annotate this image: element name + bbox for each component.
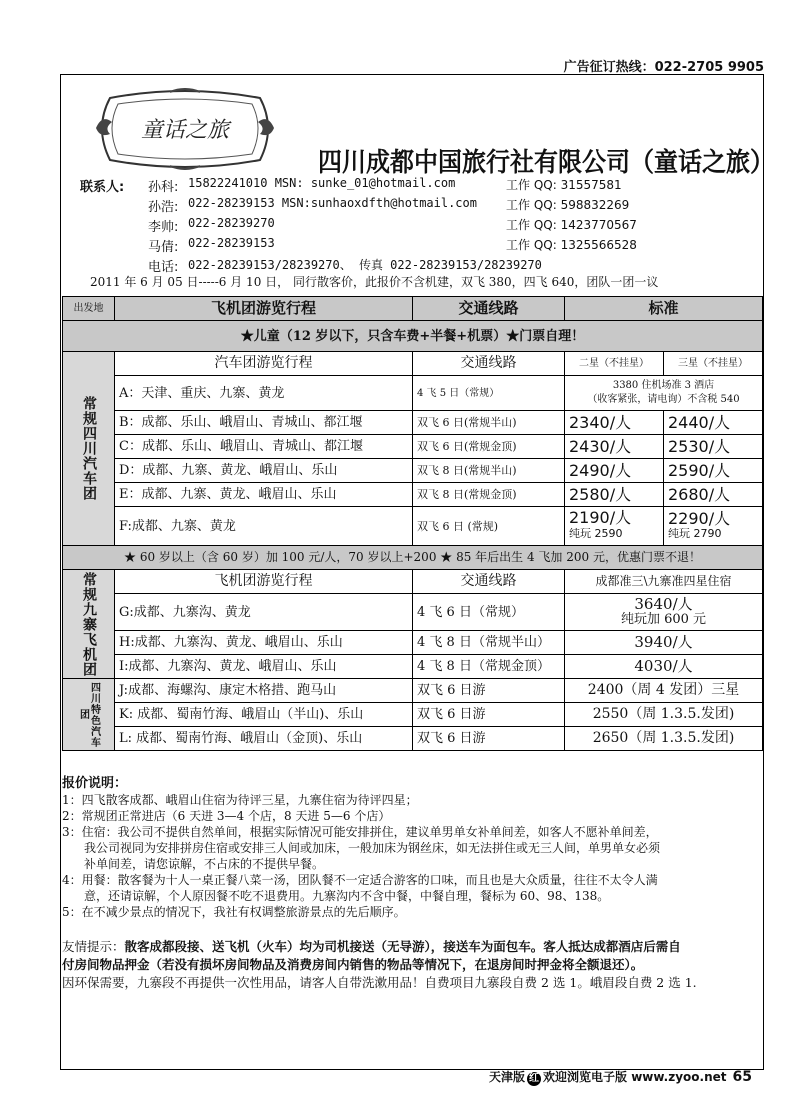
- transport-cell: 双飞 6 日游: [413, 727, 565, 751]
- section-side-jiuzhai: [63, 570, 115, 679]
- note-item: 1：四飞散客成都、峨眉山住宿为待评三星，九寨住宿为待评四星；: [62, 793, 418, 807]
- price-line: 纯玩 2590: [569, 527, 623, 540]
- section-special-label: 四川特色汽车团: [77, 681, 100, 748]
- contact-qq: 工作 QQ: 598832269: [506, 198, 630, 212]
- price-line: 2190/人: [569, 508, 632, 527]
- route-cell: D：成都、九寨、黄龙、峨眉山、乐山: [115, 459, 413, 483]
- transport-cell: 双飞 6 日 (常规): [413, 507, 565, 546]
- contact-info: 022-28239153 MSN:sunhaoxdfth@hotmail.com: [188, 196, 477, 210]
- tip-line: [62, 956, 762, 974]
- transport-cell: 双飞 8 日(常规金顶): [413, 483, 565, 507]
- logo-text: 童话之旅: [140, 118, 230, 143]
- transport-cell: 4 飞 5 日（常规）: [413, 376, 565, 411]
- contact-name: 李帅:: [148, 220, 179, 235]
- header-transport: 交通线路: [413, 297, 565, 321]
- price-cell: 2340/人: [565, 411, 664, 435]
- tip-line: [62, 938, 762, 956]
- header-route: 飞机团游览行程: [115, 297, 413, 321]
- contact-name: 孙科:: [148, 180, 179, 195]
- tip-line: 因环保需要，九寨段不再提供一次性用品，请客人自带洗漱用品！自费项目九寨段自费 2 选 1。峨眉段自费 2 选 1.: [62, 975, 697, 990]
- contact-name: 孙浩:: [148, 200, 179, 215]
- contact-list: [60, 176, 760, 276]
- section-jiuzhai-label: 常规九寨飞机团: [81, 571, 97, 677]
- transport-cell: 双飞 8 日(常规半山): [413, 459, 565, 483]
- table-row: [63, 435, 763, 459]
- transport-cell: 4 飞 8 日（常规金顶）: [413, 655, 565, 679]
- price-line: 3640/人: [634, 595, 693, 613]
- price-cell: [664, 507, 763, 546]
- price-notice: 2011 年 6 月 05 日-----6 月 10 日， 同行散客价，此报价不含机建，双飞 380，四飞 640，团队一团一议: [90, 275, 659, 289]
- route-cell: C：成都、乐山、峨眉山、青城山、都江堰: [115, 435, 413, 459]
- child-note-row: [63, 321, 763, 352]
- table-row: [63, 679, 763, 703]
- footer-link[interactable]: 欢迎浏览电子版 www.zyoo.net: [543, 1070, 727, 1084]
- section-side-special: [63, 679, 115, 751]
- price-cell: 2650（周 1.3.5.发团): [565, 727, 763, 751]
- table-row: [63, 411, 763, 435]
- table-row: [63, 507, 763, 546]
- age-note: ★ 60 岁以上（含 60 岁）加 100 元/人，70 岁以上+200 ★ 85 年后出生 4 飞加 200 元，优惠门票不退！: [63, 546, 763, 570]
- price-line: 纯玩加 600 元: [620, 612, 707, 627]
- price-cell: 2430/人: [565, 435, 664, 459]
- price-cell: 2490/人: [565, 459, 664, 483]
- price-cell: [565, 507, 664, 546]
- table-row: [63, 376, 763, 411]
- table-row: [63, 459, 763, 483]
- transport-cell: 4 飞 6 日（常规）: [413, 594, 565, 631]
- price-cell: 2550（周 1.3.5.发团): [565, 703, 763, 727]
- table-row: [63, 655, 763, 679]
- header-origin: 出发地: [63, 297, 115, 321]
- car-header-route: 汽车团游览行程: [115, 352, 413, 376]
- contact-name: 马倩:: [148, 240, 179, 255]
- price-cell: 2580/人: [565, 483, 664, 507]
- route-cell: L: 成都、蜀南竹海、峨眉山（金顶)、乐山: [115, 727, 413, 751]
- price-cell: 2400（周 4 发团）三星: [565, 679, 763, 703]
- note-item: 补单间差，请您谅解，不占床的不提供早餐。: [84, 857, 325, 871]
- route-cell: J:成都、海螺沟、康定木格措、跑马山: [115, 679, 413, 703]
- note-item: 2：常规团正常进店（6 天进 3—4 个店，8 天进 5—6 个店）: [62, 809, 391, 823]
- route-cell: H:成都、九寨沟、黄龙、峨眉山、乐山: [115, 631, 413, 655]
- logo-ornament: [90, 88, 280, 170]
- car-header-star2: 二星（不挂星）: [565, 352, 664, 376]
- contact-row: [60, 176, 760, 196]
- transport-cell: 4 飞 8 日（常规半山）: [413, 631, 565, 655]
- price-line: 3380 住机场准 3 酒店: [612, 380, 715, 391]
- table-row: [63, 727, 763, 751]
- contact-info: 022-28239153/28239270、 传真 022-28239153/28239270: [188, 258, 542, 272]
- contact-info: 022-28239153: [188, 236, 275, 250]
- price-line: 纯玩 2790: [668, 527, 722, 540]
- note-item: 5：在不减少景点的情况下，我社有权调整旅游景点的先后顺序。: [62, 905, 406, 919]
- section-car-label: 常规四川汽车团: [81, 396, 97, 501]
- table-row: [63, 703, 763, 727]
- route-cell: A：天津、重庆、九寨、黄龙: [115, 376, 413, 411]
- page-footer: [489, 1068, 752, 1086]
- transport-cell: 双飞 6 日游: [413, 703, 565, 727]
- price-cell: 2680/人: [664, 483, 763, 507]
- contact-info: 15822241010 MSN: sunke_01@hotmail.com: [188, 176, 456, 190]
- section-side-car: [63, 352, 115, 546]
- company-name: 四川成都中国旅行社有限公司（童话之旅）: [318, 146, 774, 178]
- price-cell: [565, 376, 763, 411]
- transport-cell: 双飞 6 日(常规金顶): [413, 435, 565, 459]
- note-item: 我公司视同为安排拼房住宿或安排三人间或加床，一般加床为钢丝床，如无法拼住或无三人间，单男单女必须: [84, 841, 661, 855]
- flight-header-transport: 交通线路: [413, 570, 565, 594]
- transport-cell: 双飞 6 日游: [413, 679, 565, 703]
- footer-edition: 天津版: [489, 1070, 526, 1084]
- route-cell: I:成都、九寨沟、黄龙、峨眉山、乐山: [115, 655, 413, 679]
- friendly-tips: [62, 938, 762, 992]
- contact-qq: 工作 QQ: 31557581: [506, 178, 622, 192]
- tips-prefix: 友情提示：: [62, 939, 125, 954]
- contact-info: 022-28239270: [188, 216, 275, 230]
- note-item: 4：用餐：散客餐为十人一桌正餐八菜一汤，团队餐不一定适合游客的口味，而且也是大众质量，往往不太令人满: [62, 873, 658, 887]
- flight-header-standard: 成都准三\九寨准四星住宿: [565, 570, 763, 594]
- car-header-star3: 三星（不挂星）: [664, 352, 763, 376]
- notes-title: 报价说明：: [62, 776, 128, 791]
- table-row: [63, 352, 763, 376]
- table-row: [63, 594, 763, 631]
- table-row: [63, 631, 763, 655]
- ad-hotline: 广告征订热线：022-2705 9905: [563, 60, 764, 75]
- price-line: （收客紧张，请电询）不含税 540: [587, 394, 740, 405]
- table-row: [63, 570, 763, 594]
- contact-qq: 工作 QQ: 1423770567: [506, 218, 637, 232]
- route-cell: E：成都、九寨、黄龙、峨眉山、乐山: [115, 483, 413, 507]
- contact-row: [60, 216, 760, 236]
- price-cell: 2530/人: [664, 435, 763, 459]
- red-badge-icon: 红: [529, 1073, 540, 1084]
- contact-qq: 工作 QQ: 1325566528: [506, 238, 637, 252]
- contact-row: [60, 196, 760, 216]
- contact-label: 联系人:: [80, 180, 125, 195]
- age-note-row: [63, 546, 763, 570]
- price-cell: 3940/人: [565, 631, 763, 655]
- transport-cell: 双飞 6 日(常规半山): [413, 411, 565, 435]
- car-header-transport: 交通线路: [413, 352, 565, 376]
- price-notes: [62, 776, 762, 920]
- route-cell: K: 成都、蜀南竹海、峨眉山（半山)、乐山: [115, 703, 413, 727]
- child-note: ★儿童（12 岁以下，只含车费+半餐+机票）★门票自理！: [63, 321, 763, 352]
- tour-price-table: [62, 296, 763, 751]
- contact-row: [60, 236, 760, 256]
- price-cell: 2440/人: [664, 411, 763, 435]
- table-row: [63, 483, 763, 507]
- price-cell: 2590/人: [664, 459, 763, 483]
- price-cell: [565, 594, 763, 631]
- route-cell: F:成都、九寨、黄龙: [115, 507, 413, 546]
- route-cell: B：成都、乐山、峨眉山、青城山、都江堰: [115, 411, 413, 435]
- price-line: 2290/人: [668, 509, 731, 528]
- flight-header-route: 飞机团游览行程: [115, 570, 413, 594]
- table-header-row: [63, 297, 763, 321]
- page-number: 65: [732, 1069, 752, 1085]
- tip-text: 付房间物品押金（若没有损坏房间物品及消费房间内销售的物品等情况下，在退房间时押金将全额退还）。: [62, 957, 644, 972]
- header-standard: 标准: [565, 297, 763, 321]
- note-item: 3：住宿：我公司不提供自然单间，根据实际情况可能安排拼住，建议单男单女补单间差，如客人不愿补单间差，: [62, 825, 658, 839]
- tip-text: 散客成都段接、送飞机（火车）均为司机接送（无导游），接送车为面包车。客人抵达成都酒店后需自: [124, 939, 681, 954]
- note-item: 意，还请谅解，个人原因餐不吃不退费用。九寨沟内不含中餐，中餐自理，餐标为 60、98、138。: [84, 889, 610, 903]
- route-cell: G:成都、九寨沟、黄龙: [115, 594, 413, 631]
- contact-name: 电话:: [148, 260, 179, 275]
- price-cell: 4030/人: [565, 655, 763, 679]
